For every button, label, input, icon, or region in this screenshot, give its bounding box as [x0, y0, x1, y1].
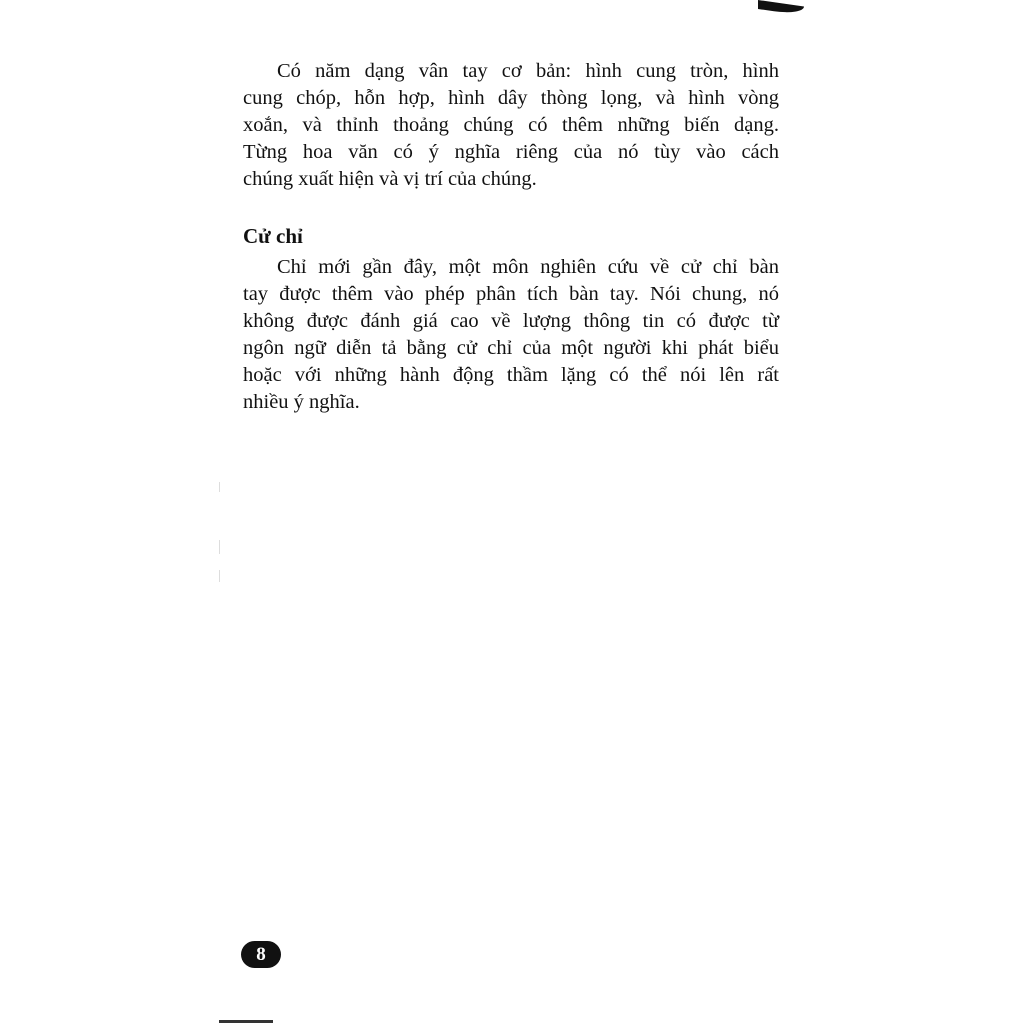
bottom-rule [219, 1020, 273, 1023]
paragraph-line: tay được thêm vào phép phân tích bàn tay. Nói chung, nó [243, 283, 779, 305]
paragraph-line: Chỉ mới gần đây, một môn nghiên cứu về cử chỉ bàn [277, 256, 779, 278]
paragraph-line: Có năm dạng vân tay cơ bản: hình cung tròn, hình [277, 60, 779, 82]
margin-speck [219, 540, 220, 554]
paragraph-line: nhiều ý nghĩa. [243, 391, 360, 413]
paragraph-gestures [243, 254, 781, 416]
paragraph-line: xoắn, và thỉnh thoảng chúng có thêm những biến dạng. [243, 114, 779, 136]
paragraph-line: hoặc với những hành động thầm lặng có thể nói lên rất [243, 364, 779, 386]
paragraph-line: cung chóp, hỗn hợp, hình dây thòng lọng, và hình vòng [243, 87, 779, 109]
paragraph-line: ngôn ngữ diễn tả bằng cử chỉ của một người khi phát biểu [243, 337, 779, 359]
page-number-badge: 8 [241, 941, 281, 968]
margin-speck [219, 570, 220, 582]
book-page [243, 58, 781, 416]
paragraph-line: chúng xuất hiện và vị trí của chúng. [243, 168, 537, 190]
paragraph-fingerprints [243, 58, 781, 193]
page-corner-mark [758, 0, 804, 15]
paragraph-line: Từng hoa văn có ý nghĩa riêng của nó tùy vào cách [243, 141, 779, 163]
paragraph-line: không được đánh giá cao về lượng thông tin có được từ [243, 310, 779, 332]
margin-speck [219, 482, 220, 492]
section-heading: Cử chỉ [243, 224, 303, 248]
